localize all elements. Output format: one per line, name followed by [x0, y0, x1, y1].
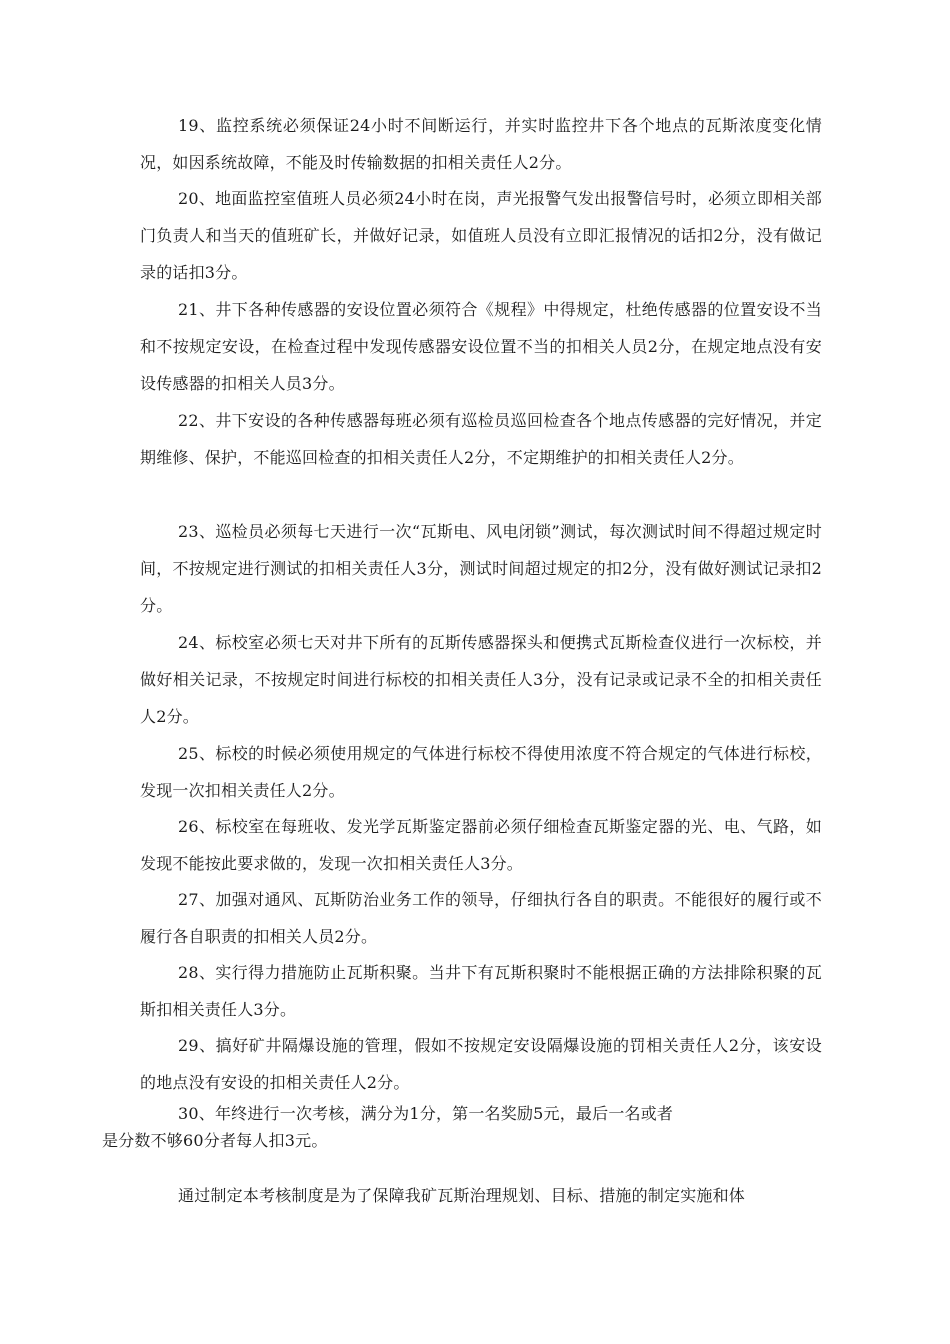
paragraph-conclusion: 通过制定本考核制度是为了保障我矿瓦斯治理规划、目标、措施的制定实施和体 [178, 1186, 746, 1205]
paragraph-item-19: 19、监控系统必须保证24小时不间断运行，并实时监控井下各个地点的瓦斯浓度变化情况，如因系统故障，不能及时传输数据的扣相关责任人2分。 [140, 116, 822, 172]
paragraph-item-21: 21、井下各种传感器的安设位置必须符合《规程》中得规定，杜绝传感器的位置安设不当和不按规定安设，在检查过程中发现传感器安设位置不当的扣相关人员2分，在规定地点没有安设传感器的扣相关人员3分。 [140, 300, 822, 393]
paragraph-item-29: 29、搞好矿井隔爆设施的管理，假如不按规定安设隔爆设施的罚相关责任人2分，该安设的地点没有安设的扣相关责任人2分。 [140, 1036, 822, 1092]
paragraph-item-22: 22、井下安设的各种传感器每班必须有巡检员巡回检查各个地点传感器的完好情况，并定期维修、保护，不能巡回检查的扣相关责任人2分，不定期维护的扣相关责任人2分。 [140, 411, 822, 467]
item-30-line-1: 30、年终进行一次考核，满分为1分，第一名奖励5元，最后一名或者 [178, 1104, 674, 1123]
paragraph-item-23: 23、巡检员必须每七天进行一次“瓦斯电、风电闭锁”测试，每次测试时间不得超过规定时间，不按规定进行测试的扣相关责任人3分，测试时间超过规定的扣2分，没有做好测试记录扣2分。 [140, 522, 822, 615]
paragraph-item-24: 24、标校室必须七天对井下所有的瓦斯传感器探头和便携式瓦斯检查仪进行一次标校，并做好相关记录，不按规定时间进行标校的扣相关责任人3分，没有记录或记录不全的扣相关责任人2分。 [140, 633, 822, 726]
paragraph-item-20: 20、地面监控室值班人员必须24小时在岗，声光报警气发出报警信号时，必须立即相关部门负责人和当天的值班矿长，并做好记录，如值班人员没有立即汇报情况的话扣2分，没有做记录的话扣3分。 [140, 189, 822, 282]
paragraph-item-30 [102, 1100, 822, 1154]
paragraph-item-25: 25、标校的时候必须使用规定的气体进行标校不得使用浓度不符合规定的气体进行标校，发现一次扣相关责任人2分。 [140, 744, 822, 800]
paragraph-item-27: 27、加强对通风、瓦斯防治业务工作的领导，仔细执行各自的职责。不能很好的履行或不履行各自职责的扣相关人员2分。 [140, 890, 822, 946]
paragraph-item-28: 28、实行得力措施防止瓦斯积聚。当井下有瓦斯积聚时不能根据正确的方法排除积聚的瓦斯扣相关责任人3分。 [140, 963, 822, 1019]
paragraph-item-26: 26、标校室在每班收、发光学瓦斯鉴定器前必须仔细检查瓦斯鉴定器的光、电、气路，如发现不能按此要求做的，发现一次扣相关责任人3分。 [140, 817, 822, 873]
item-30-line-2: 是分数不够60分者每人扣3元。 [102, 1131, 328, 1150]
